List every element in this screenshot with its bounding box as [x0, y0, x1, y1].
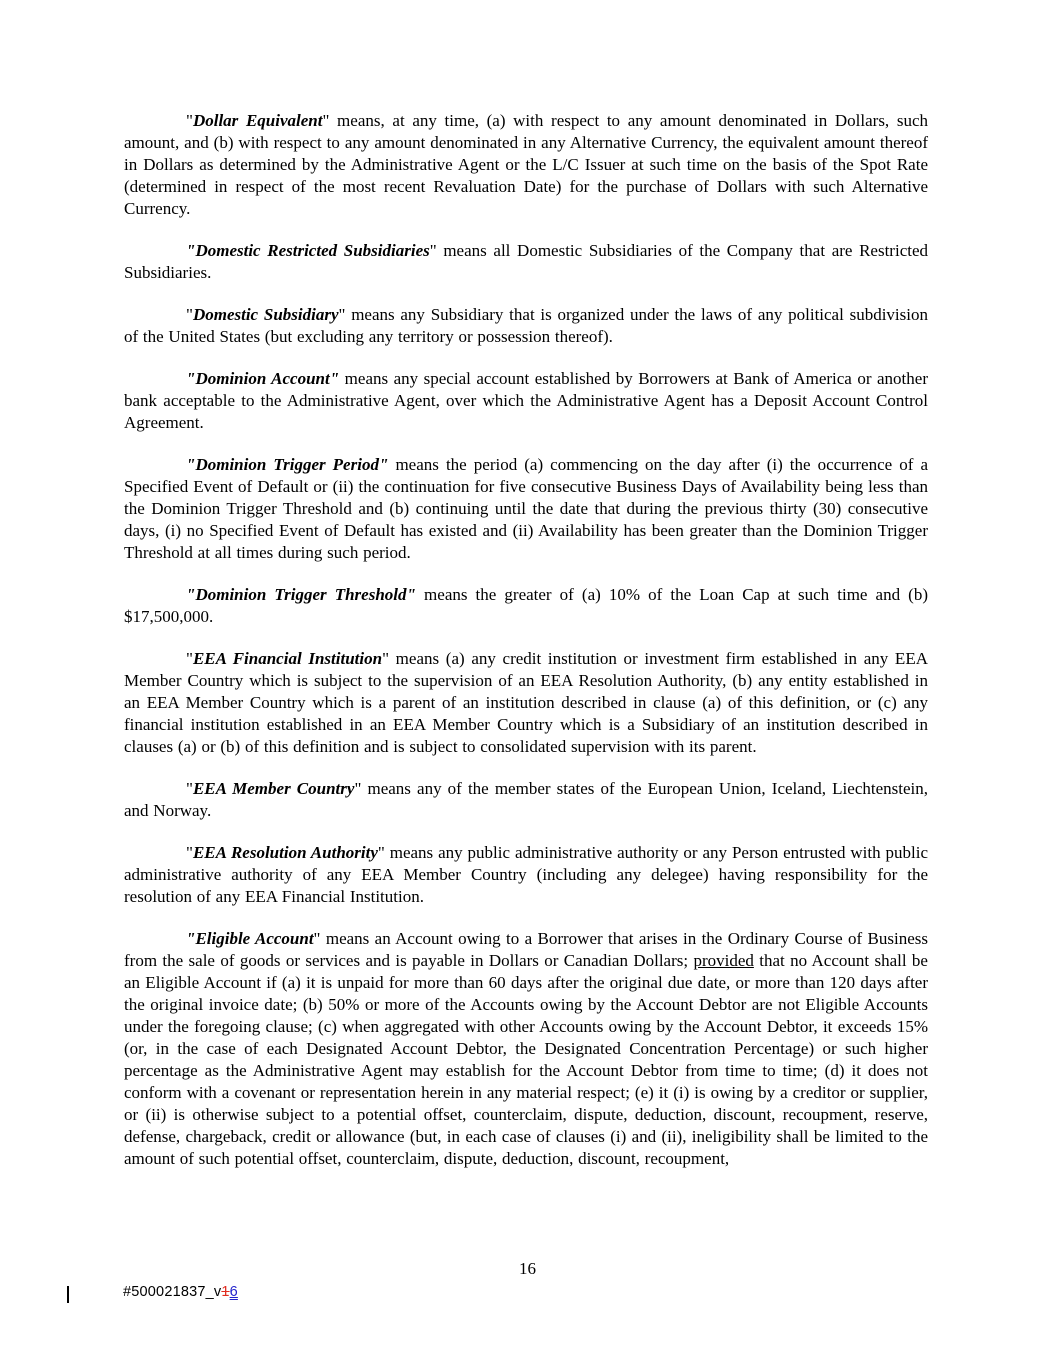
definition-paragraph — [124, 368, 928, 434]
doc-id-deleted-text: 1 — [221, 1284, 230, 1300]
text-segment: " means an Account owing to a Borrower that arises in the Ordinary Course of Business from the sale of goods or services and is payable in Dollars or Canadian Dollars; — [124, 929, 928, 970]
defined-term: Domestic Subsidiary — [192, 305, 339, 324]
text-segment: " — [186, 305, 193, 324]
definition-paragraph — [124, 648, 928, 758]
definition-paragraph — [124, 928, 928, 1170]
definition-paragraph — [124, 778, 928, 822]
doc-id — [123, 1284, 238, 1300]
defined-term: " — [329, 369, 340, 388]
text-segment: means any special account established by Borrowers at Bank of America or another bank acceptable to the Administrative Agent, over which the Administrative Agent has a Deposit Account Control Agreement. — [124, 369, 928, 432]
text-segment: " means (a) any credit institution or investment firm established in any EEA Member Country which is subject to the supervision of an EEA Resolution Authority, (b) any entity established in an EEA Member Country which is a parent of an institution described in clause (a) of this definition, or (c) any financial institution established in an EEA Member Country which is a Subsidiary of an institution described in clauses (a) or (b) of this definition and is subject to consolidated supervision with its parent. — [124, 649, 928, 756]
defined-term: Dominion Trigger Period — [195, 455, 379, 474]
text-segment: " means all Domestic Subsidiaries of the Company that are Restricted Subsidiaries. — [124, 241, 929, 282]
text-segment: means the greater of (a) 10% of the Loan Cap at such time and (b) $17,500,000. — [124, 585, 928, 626]
change-bar — [67, 1286, 69, 1303]
definition-paragraph — [124, 110, 928, 220]
definitions-section — [124, 110, 928, 1170]
definition-paragraph — [124, 584, 928, 628]
defined-term: Domestic Restricted Subsidiaries — [195, 241, 430, 260]
definition-paragraph — [124, 454, 928, 564]
defined-term: " — [186, 455, 196, 474]
defined-term: EEA Member Country — [192, 779, 355, 798]
text-segment: " — [186, 843, 193, 862]
text-segment: provided — [693, 951, 754, 970]
defined-term: EEA Resolution Authority — [192, 843, 378, 862]
definition-paragraph — [124, 240, 928, 284]
text-segment: " means, at any time, (a) with respect to any amount denominated in Dollars, such amount, and (b) with respect to any amount denominated in any Alternative Currency, the equivalent amount thereof in Dollars as determined by the Administrative Agent or the L/C Issuer at such time on the basis of the Spot Rate (determined in respect of the most recent Revaluation Date) for the purchase of Dollars with such Alternative Currency. — [124, 111, 928, 218]
text-segment: " means any of the member states of the European Union, Iceland, Liechtenstein, and Norway. — [124, 779, 928, 820]
text-segment: " means any Subsidiary that is organized under the laws of any political subdivision of the United States (but excluding any territory or possession thereof). — [124, 305, 928, 346]
defined-term: " — [406, 585, 416, 604]
defined-term: Dominion Account — [195, 369, 330, 388]
defined-term: " — [378, 455, 389, 474]
text-segment: " means any public administrative authority or any Person entrusted with public administrative authority of any EEA Member Country (including any delegee) having responsibility for the resolution of any EEA Financial Institution. — [124, 843, 928, 906]
definition-paragraph — [124, 304, 928, 348]
definition-paragraph — [124, 842, 928, 908]
text-segment: " — [186, 111, 193, 130]
defined-term: EEA Financial Institution — [192, 649, 383, 668]
defined-term: Dominion Trigger Threshold — [195, 585, 407, 604]
defined-term: " — [186, 929, 196, 948]
text-segment: " — [186, 779, 193, 798]
defined-term: " — [186, 585, 196, 604]
page-number: 16 — [519, 1259, 536, 1278]
defined-term: Eligible Account — [195, 929, 314, 948]
defined-term: " — [186, 241, 196, 260]
text-segment: that no Account shall be an Eligible Account if (a) it is unpaid for more than 60 days after the original due date, or more than 120 days after the original invoice date; (b) 50% or more of the Accounts owing by the Account Debtor are not Eligible Accounts under the foregoing clause; (c) when aggregated with other Accounts owing by the Account Debtor, it exceeds 15% (or, in the case of each Designated Account Debtor, the Designated Concentration Percentage) or such higher percentage as the Administrative Agent may establish for the Account Debtor from time to time; (d) it does not conform with a covenant or representation herein in any material respect; (e) it (i) is owing by a creditor or supplier, or (ii) is otherwise subject to a potential offset, counterclaim, dispute, deduction, discount, recoupment, reserve, defense, chargeback, credit or allowance (but, in each case of clauses (i) and (ii), ineligibility shall be limited to the amount of such potential offset, counterclaim, dispute, deduction, discount, recoupment, — [124, 951, 928, 1168]
text-segment: means the period (a) commencing on the day after (i) the occurrence of a Specified Event of Default or (ii) the continuation for five consecutive Business Days of Availability being less than the Dominion Trigger Threshold and (b) continuing until the date that during the previous thirty (30) consecutive days, (i) no Specified Event of Default has existed and (ii) Availability has been greater than the Dominion Trigger Threshold at all times during such period. — [124, 455, 928, 562]
doc-id-prefix: #500021837_v — [123, 1284, 222, 1300]
defined-term: Dollar Equivalent — [192, 111, 323, 130]
text-segment: " — [186, 649, 193, 668]
doc-id-inserted-text: 6 — [229, 1284, 238, 1300]
defined-term: " — [186, 369, 196, 388]
